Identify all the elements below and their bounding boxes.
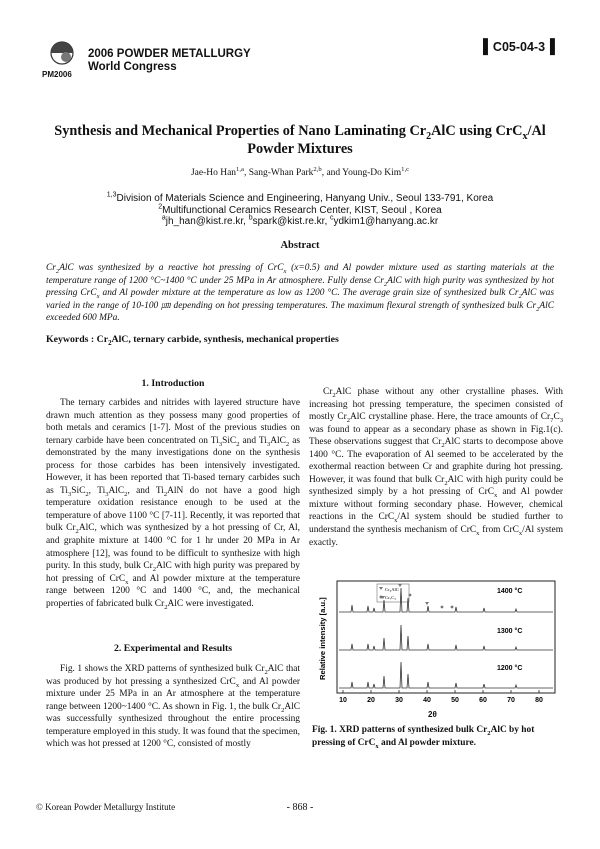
paper-code: ▌C05-04-3▐: [483, 38, 555, 54]
figure-ylabel: Relative intensity [a.u.]: [318, 597, 327, 680]
copyright: © Korean Powder Metallurgy Institute: [36, 802, 176, 812]
xtick-30: 30: [395, 697, 403, 704]
xtick-10: 10: [339, 697, 347, 704]
legend-cr7c3: Cr₇C₃: [385, 595, 396, 600]
legend-cr2alc: Cr₂AlC: [385, 587, 399, 592]
intro-text: The ternary carbides and nitrides with layered structure have drawn much attention as they possess many good properties of both metals and ceramics [1-7]. Most of the previous studies on ternary carbide have been concentrated on $Ti_3SiC_2$ and $Ti_3AlC_2$ as demonstrated by the many investigations done on the synthesis process for those carbides has been intensively investigated. However, it has been reported that Ti-based ternary carbides such as $Ti_3SiC_2$, $Ti_3AlC_2$, and $Ti_2AlN$ do not have a good high temperature oxidation resistance enough to be used at the temperature of above 1100 °C [7-11]. Recently, it was reported that bulk $Cr_2AlC$, which was synthesized by a hot pressing of Cr, Al, and graphite mixture at 1400 °C for 1 hr under 20 MPa in Ar atmosphere [12], was found to be difficult to synthesize with high purity. In this study, bulk $Cr_2AlC$ with high purity was prepared by hot pressing of CrC$_x$ and Al powder mixture at the temperature range between 1200 °C and 1400 °C, and, the mechanical properties of fabricated bulk $Cr_2AlC$ were investigated.: [46, 398, 300, 611]
results-text: $Cr_2AlC$ phase without any other crystalline phases. With increasing hot pressing temperature, the specimen consisted of mostly $Cr_2AlC$ crystalline phase. Here, the trace amounts of $Cr_7C_3$ was found to appear as a secondary phase as shown in Fig.1(c). These observations suggest that $Cr_2AlC$ starts to decompose above 1400 °C. The evaporation of Al seemed to be accelerated by the exothermal reaction between Cr and graphite during hot pressing. However, it was found that bulk $Cr_2AlC$ with high purity could be synthesized simply by a hot pressing of CrC$_x$ and Al powder mixture without forming secondary phase. However, chemical reactions in the CrC$_x$/Al system should be studied further to understand the synthesis mechanism of CrC$_x$ from CrC$_x$/Al system exactly.: [309, 387, 563, 548]
xrd-figure: [315, 578, 560, 708]
conference-line2: World Congress: [88, 61, 177, 73]
xtick-80: 80: [535, 697, 543, 704]
keywords: Keywords : $Cr_2AlC$, ternary carbide, synthesis, mechanical properties: [46, 334, 339, 347]
temp-label-1400: 1400 °C: [497, 588, 523, 595]
xtick-20: 20: [367, 697, 375, 704]
figure-caption: Fig. 1. XRD patterns of synthesized bulk $Cr_2AlC$ by hot pressing of CrC$_x$ and Al powder mixture.: [312, 725, 535, 750]
conference-name: [88, 48, 251, 74]
xtick-40: 40: [423, 697, 431, 704]
experimental-heading: 2. Experimental and Results: [113, 643, 233, 654]
paper-title: Synthesis and Mechanical Properties of Nano Laminating $Cr_2AlC$ using CrC$_x$/Al Powder Mixtures: [54, 123, 546, 157]
abstract-heading: Abstract: [280, 240, 320, 251]
temp-label-1200: 1200 °C: [497, 665, 523, 672]
conference-line1: 2006 POWDER METALLURGY: [88, 48, 251, 60]
experimental-text: Fig. 1 shows the XRD patterns of synthesized bulk $Cr_2AlC$ that was produced by hot pressing a synthesized CrC$_x$ and Al powder mixture under 25 MPa in an Ar atmosphere at the temperature range between 1200~1400 °C. As shown in Fig. 1, the bulk $Cr_2AlC$ was successfully synthesized throughout the entire processing temperature employed in this study. It was found that the specimen, which was hot pressed at 1200 °C, consisted of mostly: [46, 664, 301, 750]
emails: $^a$jh_han@kist.re.kr, $^b$spark@kist.re.kr, $^c$ydkim1@hanyang.ac.kr: [161, 214, 439, 228]
logo-text: PM2006: [42, 70, 72, 79]
temp-label-1300: 1300 °C: [497, 628, 523, 635]
plot-frame: [337, 581, 555, 693]
intro-heading: 1. Introduction: [141, 378, 205, 389]
xtick-50: 50: [451, 697, 459, 704]
authors: Jae-Ho Han$^{1,a}$, Sang-Whan Park$^{2,b}$, and Young-Do Kim$^{1,c}$: [190, 165, 410, 178]
xtick-60: 60: [479, 697, 487, 704]
figure-xlabel: 2θ: [428, 710, 437, 719]
affiliations: $^{1,3}$Division of Materials Science and Engineering, Hanyang Univ., Seoul 133-791, Korea $^2$Multifunctional Ceramics Research Center, KIST, Seoul , Korea $^a$jh_han@kist.re.kr, $^b$spark@kist.re.kr, $^c$ydkim1@hanyang.ac.kr: [0, 193, 600, 228]
abstract-body: $Cr_2AlC$ was synthesized by a reactive hot pressing of CrC$_x$ (x=0.5) and Al powder mixture used as starting materials at the temperature range of 1200 °C~1400 °C under 25 MPa in Ar atmosphere. Fully dense $Cr_2AlC$ with high purity was synthesized by hot pressing CrC$_x$ and Al powder mixture at the temperature as low as 1200 °C. The average grain size of synthesized bulk $Cr_2AlC$ was varied in the range of 10-100 ㎛ depending on hot pressing temperatures. The maximum flexural strength of synthesized bulk $Cr_2AlC$ exceeded 600 MPa.: [46, 263, 554, 324]
xtick-70: 70: [507, 697, 515, 704]
page-number: - 868 -: [286, 802, 314, 813]
paper-code-text: C05-04-3: [492, 40, 546, 54]
